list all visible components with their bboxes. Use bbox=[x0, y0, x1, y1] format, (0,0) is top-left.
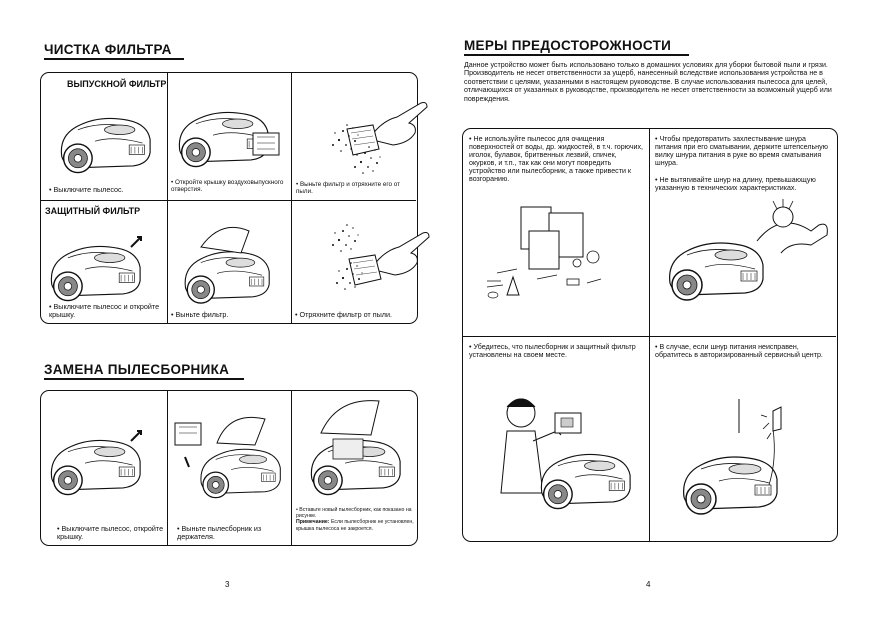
dust-bag-insert-illustration bbox=[303, 397, 413, 497]
panel-divider-v2 bbox=[291, 73, 292, 201]
vacuum-exhaust-open-illustration bbox=[175, 101, 275, 171]
woman-with-bag-illustration bbox=[477, 383, 647, 533]
panel-divider-v4 bbox=[291, 201, 292, 323]
bag-divider-v1 bbox=[167, 391, 168, 545]
bag-step-3-note bbox=[296, 519, 414, 531]
bag-replacement-panel bbox=[40, 390, 418, 546]
precautions-divider-v bbox=[649, 129, 650, 541]
bag-replacement-title: ЗАМЕНА ПЫЛЕСБОРНИКА bbox=[44, 362, 230, 377]
vacuum-illustration-3 bbox=[47, 429, 147, 499]
dust-bag-removal-illustration bbox=[169, 409, 289, 509]
bag-step-1: • Выключите пылесос, откройте крышку. bbox=[57, 524, 164, 542]
protective-step-2: • Выньте фильтр. bbox=[171, 310, 229, 319]
vacuum-illustration-2 bbox=[47, 235, 147, 305]
note-label: Примечание: bbox=[296, 519, 330, 526]
protective-filter-subtitle: ЗАЩИТНЫЙ ФИЛЬТР bbox=[45, 206, 141, 216]
bag-step-2: • Выньте пылесборник из держателя. bbox=[177, 524, 262, 542]
hazards-illustration bbox=[477, 203, 647, 313]
protective-step-1: • Выключите пылесос и откройте крышку. bbox=[49, 302, 160, 320]
page-number-right: 4 bbox=[646, 580, 651, 589]
vacuum-illustration-1 bbox=[57, 107, 157, 177]
hand-shake-filter-illustration bbox=[323, 219, 423, 299]
warning-cord-length: • Не вытягивайте шнур на длину, превышающую указанную в технических характеристиках. bbox=[655, 176, 816, 193]
bag-replacement-rule bbox=[44, 378, 244, 380]
bag-step-3-text: • Вставьте новый пылесборник, как показано на рисунке. bbox=[296, 507, 412, 520]
page-number-left: 3 bbox=[225, 580, 230, 589]
vacuum-outlet-illustration bbox=[673, 399, 843, 549]
precautions-title: МЕРЫ ПРЕДОСТОРОЖНОСТИ bbox=[464, 38, 672, 53]
warning-bag-installed: • Убедитесь, что пылесборник и защитный фильтр установлены на своем месте. bbox=[469, 343, 636, 360]
precautions-divider-h bbox=[463, 336, 836, 337]
filter-cleaning-rule bbox=[44, 58, 184, 60]
exhaust-filter-subtitle: ВЫПУСКНОЙ ФИЛЬТР bbox=[67, 79, 167, 89]
filter-cleaning-title: ЧИСТКА ФИЛЬТРА bbox=[44, 42, 172, 57]
panel-divider-v3 bbox=[167, 201, 168, 323]
exhaust-step-3: • Выньте фильтр и отряхните его от пыли. bbox=[296, 181, 401, 196]
exhaust-step-1: • Выключите пылесос. bbox=[49, 185, 124, 194]
note-text: Если пылесборник не установлен, крышка пылесоса не закроется. bbox=[296, 519, 414, 532]
bag-divider-v2 bbox=[291, 391, 292, 545]
panel-divider-v1 bbox=[167, 73, 168, 201]
precautions-rule bbox=[464, 54, 689, 56]
warning-cord-winding: • Чтобы предотвратить захлестывание шнура питания при его сматывании, держите штепсельную вилку шнура питания в руке во время сматывания шнура. bbox=[655, 135, 828, 168]
vacuum-cord-person-illustration bbox=[661, 201, 831, 311]
protective-step-3: • Отряхните фильтр от пыли. bbox=[295, 310, 392, 319]
vacuum-lid-open-illustration bbox=[181, 223, 281, 303]
filter-cleaning-panel bbox=[40, 72, 418, 324]
warning-damaged-cord: • В случае, если шнур питания неисправен, обратитесь в авторизированный сервисный центр. bbox=[655, 343, 823, 360]
bag-step-3 bbox=[296, 507, 414, 532]
exhaust-step-2: • Откройте крышку воздуховыпускного отверстия. bbox=[171, 179, 284, 194]
precautions-intro: Данное устройство может быть использовано только в домашних условиях для уборки бытовой пыли и грязи. Производитель не несет ответственности за ущерб, нанесенный вследствие использования устройства не в соответствии с целями, указанными в настоящем руководстве. В случае использования пылесоса для целей, отличающихся от указанных в руководстве, производитель не несет ответственности за возможный ущерб или повреждения. bbox=[464, 61, 832, 103]
precautions-panel bbox=[462, 128, 838, 542]
hand-dust-filter-illustration bbox=[325, 91, 425, 171]
warning-liquids: • Не используйте пылесос для очищения поверхностей от воды, др. жидкостей, в т.ч. горючих, иголок, булавок, бритвенных лезвий, спичек, окурков, и т.п., так как они могут повредить устройство или пылесборник, а также привести к возгоранию. bbox=[469, 135, 643, 184]
panel-divider-h bbox=[41, 200, 416, 201]
